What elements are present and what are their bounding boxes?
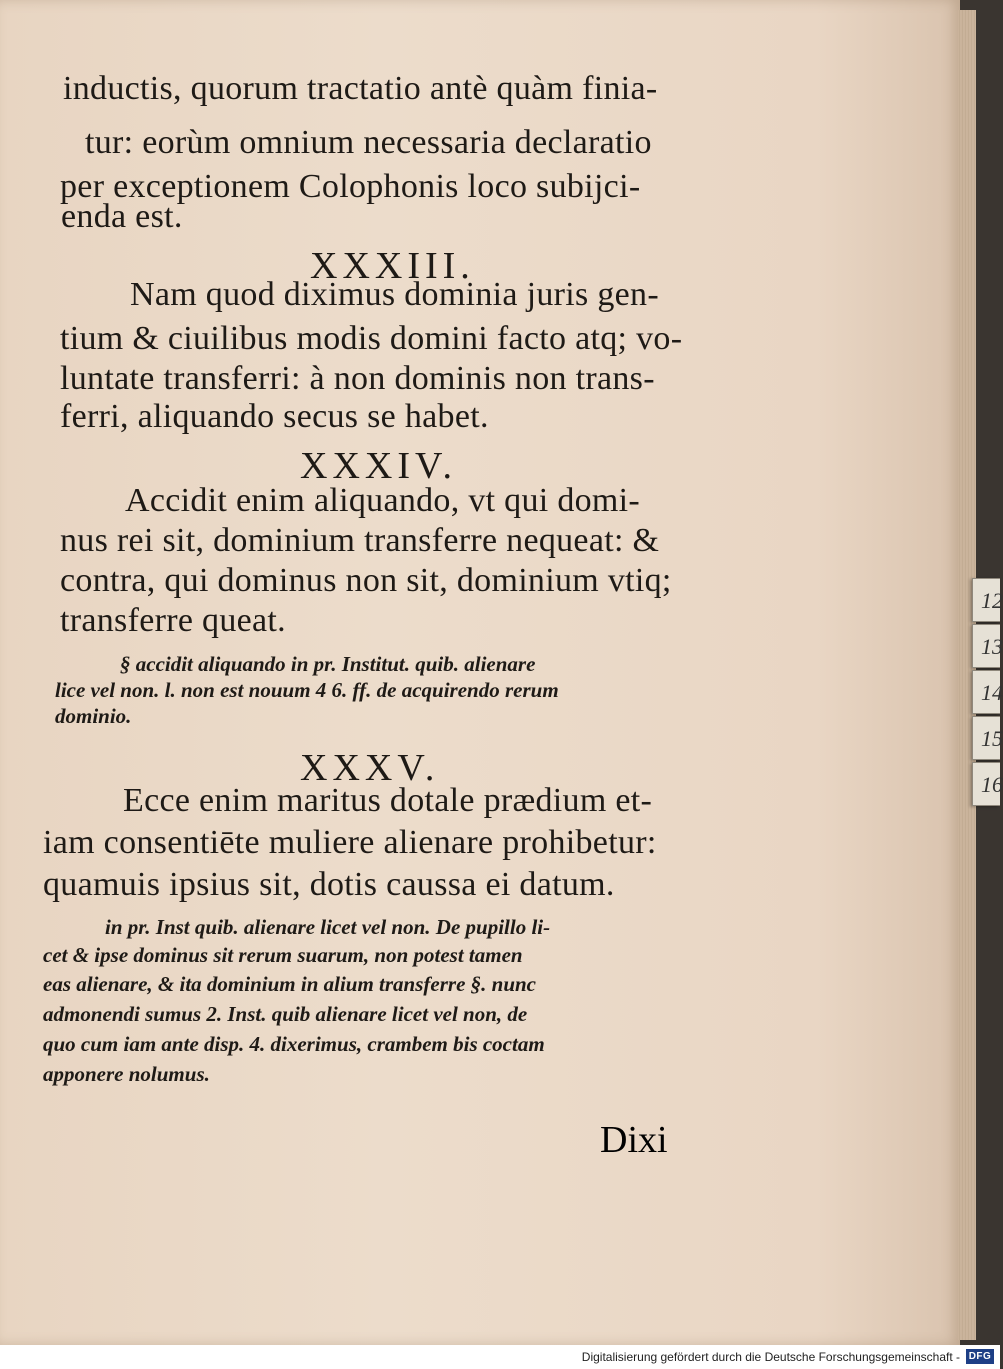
section-heading: XXXV. [300,747,440,789]
footnote-line: admonendi sumus 2. Inst. quib alienare licet vel non, de [43,1002,528,1026]
body-line: Ecce enim maritus dotale prædium et- [123,782,653,819]
body-line: transferre queat. [60,602,286,639]
body-line: luntate transferri: à non dominis non trans- [60,360,655,397]
side-tab[interactable]: 13 [972,624,1000,668]
footer-bar [0,1345,1000,1369]
section-heading: XXXIV. [300,445,458,487]
body-line: tur: eorùm omnium necessaria declaratio [85,124,652,161]
body-line: inductis, quorum tractatio antè quàm finia- [63,70,658,107]
dfg-logo-icon: DFG [966,1349,994,1364]
side-tab[interactable]: 16 [972,762,1000,806]
section-heading: XXXIII. [310,245,475,287]
body-line: ferri, aliquando secus se habet. [60,398,489,435]
footnote-line: cet & ipse dominus sit rerum suarum, non potest tamen [43,943,523,967]
side-tab[interactable]: 15 [972,716,1000,760]
footnote-line: in pr. Inst quib. alienare licet vel non. De pupillo li- [105,915,551,939]
body-line: iam consentiēte muliere alienare prohibetur: [43,824,657,861]
side-tab[interactable]: 14 [972,670,1000,714]
body-line: quamuis ipsius sit, dotis caussa ei datum. [43,866,615,903]
body-line: contra, qui dominus non sit, dominium vtiq; [60,562,672,599]
body-line: Nam quod diximus dominia juris gen- [130,276,659,313]
footnote-line: § accidit aliquando in pr. Institut. quib. alienare [120,652,536,676]
footnote-line: apponere nolumus. [43,1062,210,1086]
body-line: Accidit enim aliquando, vt qui domi- [125,482,641,519]
catchword: Dixi [600,1119,668,1161]
side-tab[interactable]: 12 [972,578,1000,622]
body-line: per exceptionem Colophonis loco subijci- [60,168,641,205]
body-line: nus rei sit, dominium transferre nequeat: & [60,522,660,559]
footnote-line: lice vel non. l. non est nouum 4 6. ff. de acquirendo rerum [55,678,559,702]
footnote-line: quo cum iam ante disp. 4. dixerimus, crambem bis coctam [43,1032,545,1056]
body-line: tium & ciuilibus modis domini facto atq; vo- [60,320,683,357]
body-line: enda est. [61,198,183,235]
footnote-line: eas alienare, & ita dominium in alium transferre §. nunc [43,972,536,996]
funding-credit: Digitalisierung gefördert durch die Deutsche Forschungsgemeinschaft - [581,1350,960,1364]
footnote-line: dominio. [55,704,132,728]
